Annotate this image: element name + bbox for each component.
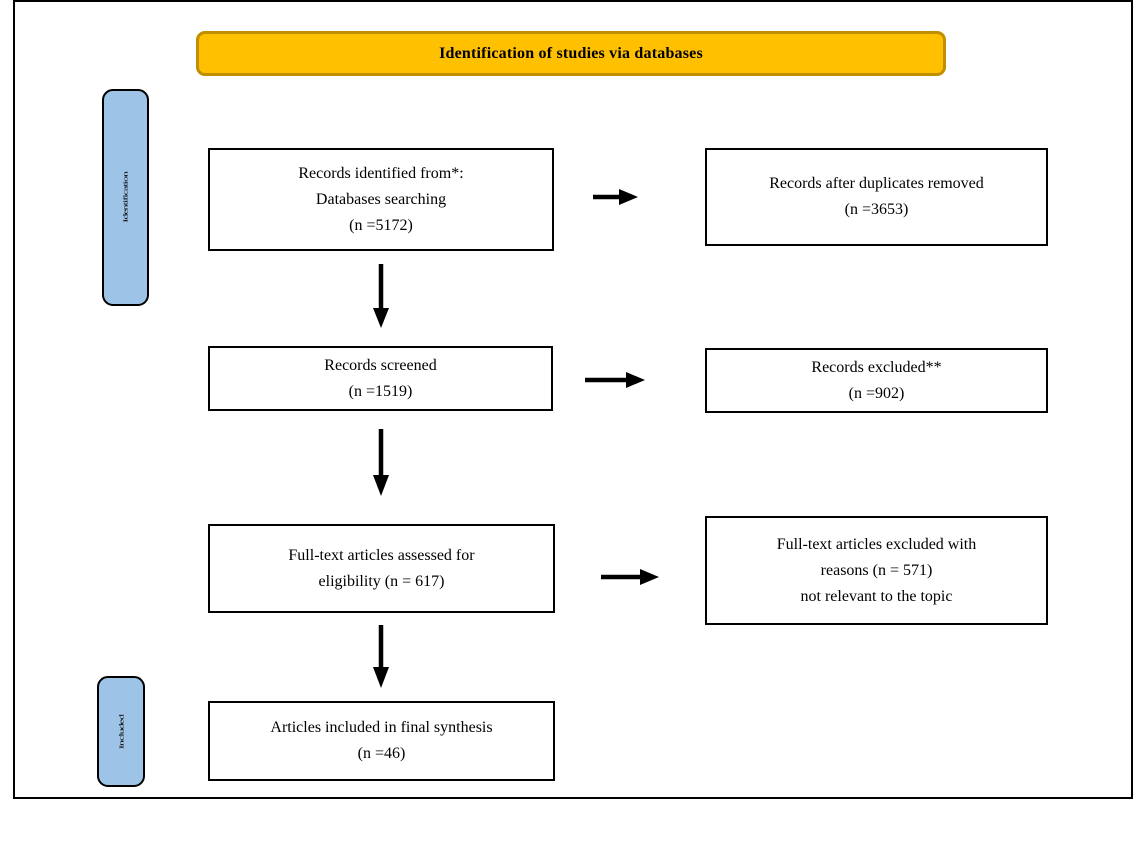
box-fulltext-assessed-line2: eligibility (n = 617) bbox=[318, 572, 445, 590]
box-fulltext-excluded-line2: reasons (n = 571) bbox=[820, 561, 933, 579]
box-records-identified-line3: (n =5172) bbox=[349, 216, 413, 234]
title-banner bbox=[196, 31, 946, 76]
title-banner-label: Identification of studies via databases bbox=[439, 44, 703, 62]
box-duplicates-removed-line1: Records after duplicates removed bbox=[769, 175, 984, 192]
box-records-identified-line2: Databases searching bbox=[315, 190, 447, 208]
box-fulltext-excluded-line3: not relevant to the topic bbox=[800, 587, 953, 605]
box-duplicates-removed bbox=[705, 148, 1048, 246]
box-records-identified bbox=[208, 148, 554, 251]
box-records-excluded-line2: (n =902) bbox=[848, 384, 905, 402]
box-fulltext-excluded bbox=[705, 516, 1048, 625]
box-records-identified-line1: Records identified from*: bbox=[298, 164, 464, 182]
box-fulltext-assessed bbox=[208, 524, 555, 613]
stage-included bbox=[97, 676, 145, 787]
stage-included-label: Included bbox=[117, 714, 125, 749]
box-records-screened-line2: (n =1519) bbox=[348, 382, 413, 400]
stage-identification-label: Identification bbox=[121, 172, 129, 223]
box-records-excluded bbox=[705, 348, 1048, 413]
box-duplicates-removed-line2: (n =3653) bbox=[844, 201, 909, 218]
box-records-excluded-line1: Records excluded** bbox=[811, 358, 942, 376]
box-records-screened-line1: Records screened bbox=[324, 356, 437, 374]
box-fulltext-excluded-line1: Full-text articles excluded with bbox=[776, 535, 977, 553]
box-records-screened bbox=[208, 346, 553, 411]
box-articles-included-line1: Articles included in final synthesis bbox=[270, 719, 493, 736]
box-articles-included-line2: (n =46) bbox=[357, 745, 406, 762]
box-fulltext-assessed-line1: Full-text articles assessed for bbox=[288, 546, 475, 564]
box-articles-included bbox=[208, 701, 555, 781]
stage-identification bbox=[102, 89, 149, 306]
